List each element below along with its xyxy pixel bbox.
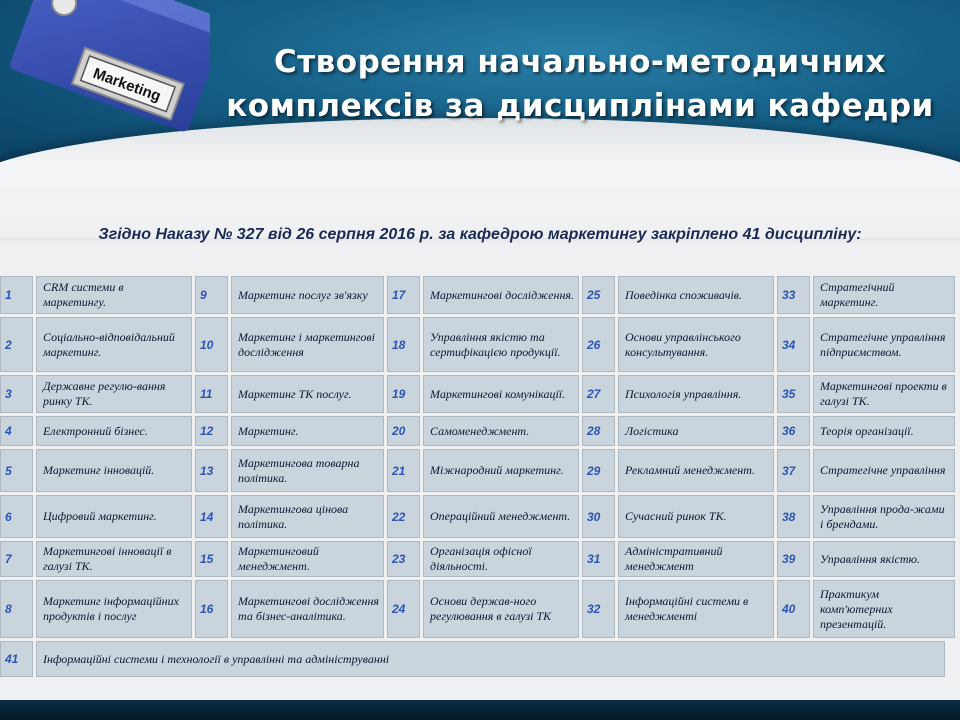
discipline-number: 7 — [0, 541, 33, 577]
discipline-number: 35 — [777, 375, 810, 413]
discipline-name: Основи управлінського консультування. — [618, 317, 774, 372]
discipline-name: Організація офісної діяльності. — [423, 541, 579, 577]
table-row — [0, 276, 960, 314]
discipline-number: 38 — [777, 495, 810, 538]
discipline-name: Рекламний менеджмент. — [618, 449, 774, 492]
discipline-name: Поведінка споживачів. — [618, 276, 774, 314]
discipline-number: 36 — [777, 416, 810, 446]
discipline-number: 18 — [387, 317, 420, 372]
discipline-number: 15 — [195, 541, 228, 577]
discipline-number: 21 — [387, 449, 420, 492]
discipline-name: Маркетингові інновації в галузі ТК. — [36, 541, 192, 577]
discipline-number: 14 — [195, 495, 228, 538]
discipline-number: 30 — [582, 495, 615, 538]
discipline-name: Стратегічний маркетинг. — [813, 276, 955, 314]
discipline-name: Інформаційні системи і технології в управлінні та адмініструванні — [36, 641, 945, 677]
discipline-name: Управління прода-жами і брендами. — [813, 495, 955, 538]
discipline-number: 31 — [582, 541, 615, 577]
table-row — [0, 375, 960, 413]
discipline-name: Самоменеджмент. — [423, 416, 579, 446]
discipline-name: Адміністративний менеджмент — [618, 541, 774, 577]
discipline-number: 13 — [195, 449, 228, 492]
discipline-name: Інформаційні системи в менеджменті — [618, 580, 774, 638]
table-row — [0, 541, 960, 577]
discipline-name: Маркетингова цінова політика. — [231, 495, 384, 538]
discipline-name: Сучасний ринок ТК. — [618, 495, 774, 538]
disciplines-table — [0, 276, 960, 680]
discipline-name: Маркетинг інновацій. — [36, 449, 192, 492]
table-row — [0, 641, 960, 677]
table-row — [0, 449, 960, 492]
discipline-name: Теорія організації. — [813, 416, 955, 446]
table-row — [0, 416, 960, 446]
discipline-number: 3 — [0, 375, 33, 413]
discipline-name: Управління якістю. — [813, 541, 955, 577]
discipline-number: 11 — [195, 375, 228, 413]
discipline-number: 24 — [387, 580, 420, 638]
discipline-number: 41 — [0, 641, 33, 677]
discipline-name: Основи держав-ного регулювання в галузі ТК — [423, 580, 579, 638]
table-row — [0, 495, 960, 538]
discipline-name: Стратегічне управління — [813, 449, 955, 492]
discipline-number: 16 — [195, 580, 228, 638]
discipline-number: 25 — [582, 276, 615, 314]
discipline-number: 5 — [0, 449, 33, 492]
table-row — [0, 317, 960, 372]
discipline-number: 26 — [582, 317, 615, 372]
title-line-1: Створення начально-методичних — [273, 44, 887, 80]
discipline-number: 9 — [195, 276, 228, 314]
discipline-number: 12 — [195, 416, 228, 446]
discipline-name: Соціально-відповідальний маркетинг. — [36, 317, 192, 372]
discipline-number: 39 — [777, 541, 810, 577]
discipline-number: 33 — [777, 276, 810, 314]
discipline-number: 22 — [387, 495, 420, 538]
discipline-name: Управління якістю та сертифікацією продукції. — [423, 317, 579, 372]
logo-label: Marketing — [90, 64, 164, 106]
discipline-number: 4 — [0, 416, 33, 446]
discipline-name: Електронний бізнес. — [36, 416, 192, 446]
discipline-number: 2 — [0, 317, 33, 372]
title-line-2: комплексів за дисциплінами кафедри — [226, 88, 934, 124]
discipline-number: 6 — [0, 495, 33, 538]
discipline-number: 40 — [777, 580, 810, 638]
discipline-number: 27 — [582, 375, 615, 413]
discipline-name: Маркетинг і маркетингові дослідження — [231, 317, 384, 372]
table-row — [0, 580, 960, 638]
page-title — [200, 40, 960, 128]
discipline-name: Маркетинг ТК послуг. — [231, 375, 384, 413]
discipline-number: 23 — [387, 541, 420, 577]
discipline-name: Маркетингова товарна політика. — [231, 449, 384, 492]
marketing-binder-icon — [0, 0, 210, 175]
discipline-name: Маркетинг інформаційних продуктів і послуг — [36, 580, 192, 638]
discipline-name: Державне регулю-вання ринку ТК. — [36, 375, 192, 413]
discipline-number: 29 — [582, 449, 615, 492]
discipline-number: 20 — [387, 416, 420, 446]
discipline-name: Цифровий маркетинг. — [36, 495, 192, 538]
discipline-number: 10 — [195, 317, 228, 372]
discipline-name: Маркетинговий менеджмент. — [231, 541, 384, 577]
discipline-number: 1 — [0, 276, 33, 314]
discipline-number: 28 — [582, 416, 615, 446]
discipline-name: Маркетингові дослідження. — [423, 276, 579, 314]
discipline-name: Практикум комп'ютерних презентацій. — [813, 580, 955, 638]
discipline-name: Психологія управління. — [618, 375, 774, 413]
discipline-name: Операційний менеджмент. — [423, 495, 579, 538]
discipline-number: 8 — [0, 580, 33, 638]
discipline-name: Маркетингові дослідження та бізнес-аналітика. — [231, 580, 384, 638]
discipline-name: Маркетинг. — [231, 416, 384, 446]
discipline-name: Міжнародний маркетинг. — [423, 449, 579, 492]
discipline-name: Маркетингові комунікації. — [423, 375, 579, 413]
discipline-name: Стратегічне управління підприємством. — [813, 317, 955, 372]
discipline-name: Логістика — [618, 416, 774, 446]
discipline-name: Маркетингові проекти в галузі ТК. — [813, 375, 955, 413]
discipline-number: 37 — [777, 449, 810, 492]
discipline-number: 17 — [387, 276, 420, 314]
discipline-number: 32 — [582, 580, 615, 638]
discipline-number: 34 — [777, 317, 810, 372]
discipline-number: 19 — [387, 375, 420, 413]
subtitle: Згідно Наказу № 327 від 26 серпня 2016 р. за кафедрою маркетингу закріплено 41 дисципліну: — [98, 226, 862, 243]
discipline-name: CRM системи в маркетингу. — [36, 276, 192, 314]
bottom-bar — [0, 700, 960, 720]
discipline-name: Маркетинг послуг зв'язку — [231, 276, 384, 314]
